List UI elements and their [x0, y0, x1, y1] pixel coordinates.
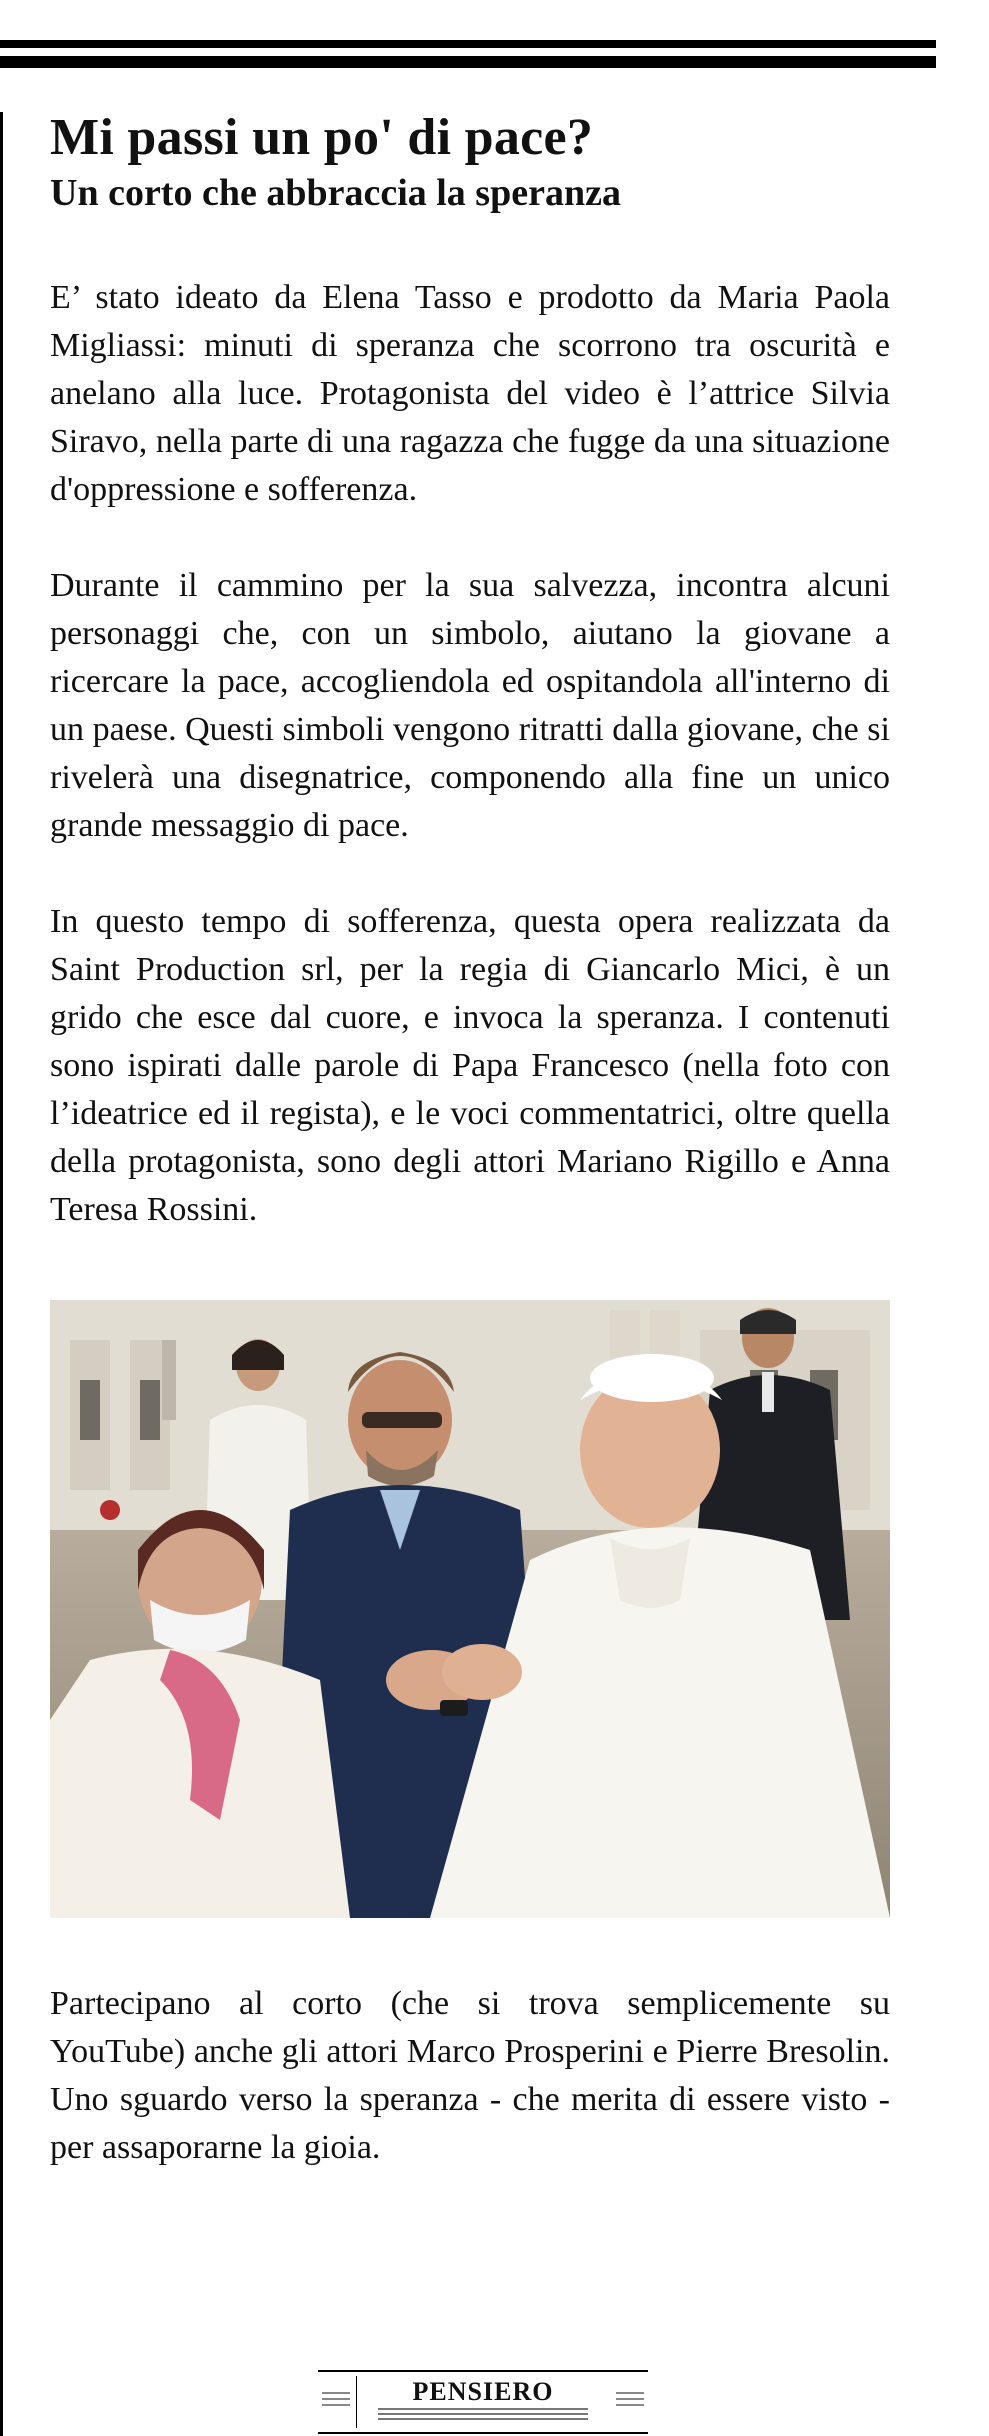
article-paragraph-1: E’ stato ideato da Elena Tasso e prodotto da Maria Paola Migliassi: minuti di speranza che scorrono tra oscurità e anelano alla luce. Protagonista del video è l’attrice Silvia Siravo, nella parte di una ragazza che fugge da una situazione d'oppressione e sofferenza.: [50, 279, 890, 508]
footer-tagline-fineprint: [378, 2408, 588, 2426]
footer-masthead: [318, 2370, 648, 2434]
footer-left-fineprint: [322, 2392, 350, 2410]
footer-right-fineprint: [616, 2392, 644, 2410]
header-rule-thin: [0, 40, 936, 48]
footer-brand: PENSIERO: [412, 2377, 554, 2406]
article: [50, 108, 890, 2172]
article-paragraph-3: In questo tempo di sofferenza, questa opera realizzata da Saint Production srl, per la regia di Giancarlo Mici, è un grido che esce dal cuore, e invoca la speranza. I contenuti sono ispirati dalle parole di Papa Francesco (nella foto con l’ideatrice ed il regista), e le voci commentatrici, oltre quella della protagonista, sono degli attori Mariano Rigillo e Anna Teresa Rossini.: [50, 903, 890, 1228]
photo-illustration: [50, 1300, 890, 1918]
left-column-rule: [0, 112, 3, 2436]
footer-divider: [356, 2376, 357, 2428]
article-paragraph-2: Durante il cammino per la sua salvezza, incontra alcuni personaggi che, con un simbolo, aiutano la giovane a ricercare la pace, accogliendola ed ospitandola all'interno di un paese. Questi simboli vengono ritratti dalla giovane, che si rivelerà una disegnatrice, componendo alla fine un unico grande messaggio di pace.: [50, 567, 890, 844]
header-rule-thick: [0, 56, 936, 68]
article-subheadline: Un corto che abbraccia la speranza: [50, 172, 621, 214]
article-headline: Mi passi un po' di pace?: [50, 109, 594, 166]
article-paragraph-4: Partecipano al corto (che si trova semplicemente su YouTube) anche gli attori Marco Prosperini e Pierre Bresolin. Uno sguardo verso la speranza - che merita di essere visto - per assaporarne la gioia.: [50, 1985, 890, 2166]
article-photo: [50, 1300, 890, 1918]
